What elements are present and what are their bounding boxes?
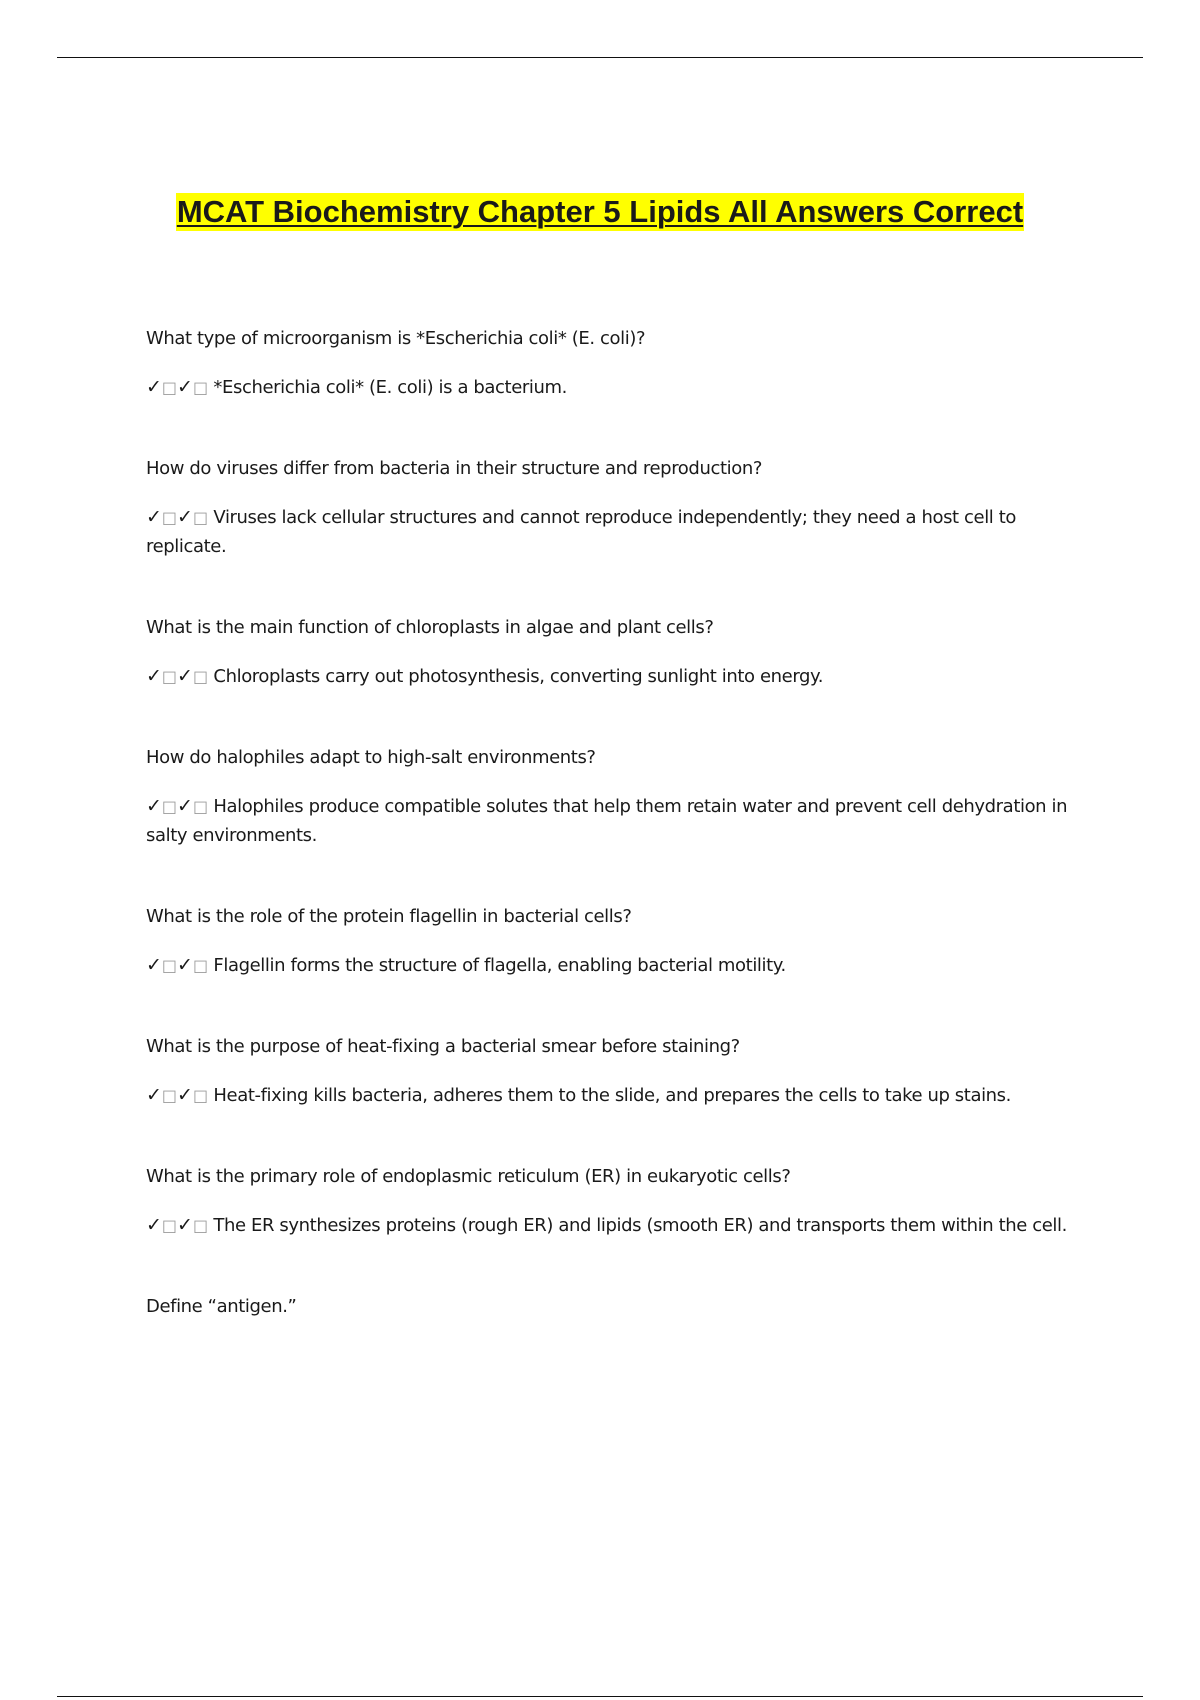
check-icon: ✓ — [177, 376, 193, 398]
qa-list — [146, 325, 1070, 1341]
answer-text: Flagellin forms the structure of flagella, enabling bacterial motility. — [213, 955, 786, 976]
box-icon: □ — [161, 508, 178, 527]
answer-text: Halophiles produce compatible solutes that help them retain water and prevent cell dehydration in salty environments. — [146, 796, 1068, 846]
answer-marker — [146, 1085, 208, 1106]
answer-marker — [146, 377, 208, 398]
box-icon: □ — [161, 956, 178, 975]
question-text: What is the purpose of heat-fixing a bacterial smear before staining? — [146, 1036, 740, 1057]
check-icon: ✓ — [177, 665, 193, 687]
question-text: What is the role of the protein flagellin in bacterial cells? — [146, 906, 632, 927]
answer-marker — [146, 666, 208, 687]
box-icon: □ — [192, 956, 209, 975]
question-text: What is the primary role of endoplasmic reticulum (ER) in eukaryotic cells? — [146, 1166, 791, 1187]
qa-item — [146, 455, 1070, 561]
check-icon: ✓ — [146, 376, 162, 398]
box-icon: □ — [161, 667, 178, 686]
check-icon: ✓ — [146, 665, 162, 687]
check-icon: ✓ — [146, 1084, 162, 1106]
question-text: What is the main function of chloroplasts in algae and plant cells? — [146, 617, 714, 638]
box-icon: □ — [161, 797, 178, 816]
qa-item — [146, 614, 1070, 691]
answer-text: Chloroplasts carry out photosynthesis, converting sunlight into energy. — [213, 666, 824, 687]
qa-item — [146, 903, 1070, 980]
answer-marker — [146, 796, 208, 817]
answer-line — [146, 373, 1070, 402]
check-icon: ✓ — [177, 1084, 193, 1106]
box-icon: □ — [192, 378, 209, 397]
question-text: What type of microorganism is *Escherichia coli* (E. coli)? — [146, 328, 646, 349]
check-icon: ✓ — [146, 795, 162, 817]
box-icon: □ — [192, 1216, 209, 1235]
qa-item — [146, 1033, 1070, 1110]
answer-text: *Escherichia coli* (E. coli) is a bacterium. — [213, 377, 567, 398]
box-icon: □ — [192, 1086, 209, 1105]
answer-text: Viruses lack cellular structures and cannot reproduce independently; they need a host cell to replicate. — [146, 507, 1016, 557]
check-icon: ✓ — [177, 954, 193, 976]
check-icon: ✓ — [146, 1214, 162, 1236]
box-icon: □ — [161, 378, 178, 397]
answer-line — [146, 951, 1070, 980]
final-question-text: Define “antigen.” — [146, 1296, 297, 1317]
answer-line — [146, 792, 1070, 850]
check-icon: ✓ — [146, 954, 162, 976]
answer-line — [146, 1211, 1070, 1240]
answer-line — [146, 503, 1070, 561]
question-text: How do halophiles adapt to high-salt environments? — [146, 747, 596, 768]
answer-marker — [146, 955, 208, 976]
box-icon: □ — [192, 508, 209, 527]
box-icon: □ — [192, 667, 209, 686]
qa-item — [146, 744, 1070, 850]
answer-line — [146, 1081, 1070, 1110]
qa-item — [146, 325, 1070, 402]
answer-marker — [146, 1215, 208, 1236]
check-icon: ✓ — [146, 506, 162, 528]
top-rule — [57, 57, 1143, 58]
question-text: How do viruses differ from bacteria in their structure and reproduction? — [146, 458, 762, 479]
answer-text: The ER synthesizes proteins (rough ER) and lipids (smooth ER) and transports them within the cell. — [213, 1215, 1067, 1236]
document-title: MCAT Biochemistry Chapter 5 Lipids All Answers Correct — [176, 194, 1024, 229]
check-icon: ✓ — [177, 795, 193, 817]
check-icon: ✓ — [177, 1214, 193, 1236]
check-icon: ✓ — [177, 506, 193, 528]
box-icon: □ — [192, 797, 209, 816]
answer-text: Heat-fixing kills bacteria, adheres them to the slide, and prepares the cells to take up stains. — [213, 1085, 1011, 1106]
qa-item — [146, 1163, 1070, 1240]
title-container — [0, 193, 1200, 231]
answer-marker — [146, 507, 208, 528]
answer-line — [146, 662, 1070, 691]
box-icon: □ — [161, 1216, 178, 1235]
box-icon: □ — [161, 1086, 178, 1105]
bottom-rule — [57, 1696, 1143, 1697]
